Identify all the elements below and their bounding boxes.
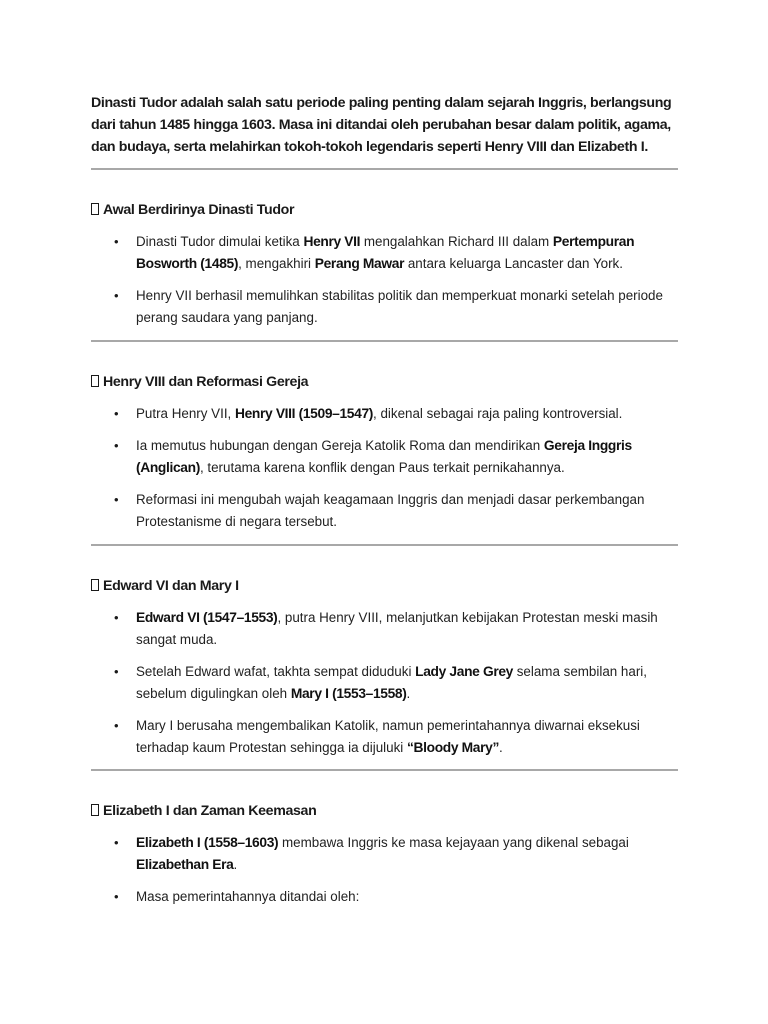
item-text: Henry VII berhasil memulihkan stabilitas politik dan memperkuat monarki setelah periode perang saudara yang panjang. [136,288,663,325]
list-item [136,435,676,479]
section-divider [91,340,678,342]
item-text: Dinasti Tudor dimulai ketika [136,234,304,249]
list-item [136,715,676,759]
item-emphasis: “Bloody Mary” [406,740,500,755]
item-emphasis: Henry VIII (1509–1547) [234,406,374,421]
item-emphasis: Pertempuran Bosworth (1485) [136,234,635,271]
item-text: membawa Inggris ke masa kejayaan yang dikenal sebagai [278,835,629,850]
item-text: Reformasi ini mengubah wajah keagamaan Inggris dan menjadi dasar perkembangan Protestanisme di negara tersebut. [136,492,645,529]
item-text: , mengakhiri [238,256,315,271]
missing-glyph-icon [91,203,99,215]
item-text: antara keluarga Lancaster dan York. [404,256,623,271]
item-text: . [233,857,238,872]
missing-glyph-icon [91,375,99,387]
list-item [136,489,676,533]
item-emphasis: Mary I (1553–1558) [290,686,407,701]
item-text: . [406,686,411,701]
item-emphasis: Elizabeth I (1558–1603) [136,835,279,850]
section-divider [91,544,678,546]
item-text: Ia memutus hubungan dengan Gereja Katolik Roma dan mendirikan [136,438,544,453]
section-divider [91,769,678,771]
item-text: Mary I berusaha mengembalikan Katolik, namun pemerintahannya diwarnai eksekusi terhadap kaum Protestan sehingga ia dijuluki [136,718,640,755]
item-text: Setelah Edward wafat, takhta sempat diduduki [136,664,416,679]
item-text: Masa pemerintahannya ditandai oleh: [136,889,360,904]
item-text: , dikenal sebagai raja paling kontroversial. [373,406,623,421]
item-emphasis: Lady Jane Grey [415,664,514,679]
item-text: selama sembilan hari, sebelum digulingkan oleh [136,664,647,701]
item-text: Putra Henry VII, [136,406,235,421]
section-heading-henry-viii [91,371,308,393]
section-heading-elizabeth-i [91,800,316,822]
item-emphasis: Perang Mawar [314,256,405,271]
list-item [136,231,676,275]
missing-glyph-icon [91,804,99,816]
item-text: , terutama karena konflik dengan Paus terkait pernikahannya. [199,460,565,475]
list-item [136,285,676,329]
item-text: mengalahkan Richard III dalam [360,234,553,249]
item-emphasis: Henry VII [303,234,361,249]
item-emphasis: Edward VI (1547–1553) [136,610,278,625]
section-divider [91,168,678,170]
intro-paragraph: Dinasti Tudor adalah salah satu periode paling penting dalam sejarah Inggris, berlangsung dari tahun 1485 hingga 1603. Masa ini ditandai oleh perubahan besar dalam politik, agama, dan budaya, serta melahirkan tokoh-tokoh legendaris seperti Henry VIII dan Elizabeth I. [91,95,672,155]
section-heading-text: Awal Berdirinya Dinasti Tudor [103,202,295,218]
list-item [136,403,676,425]
item-text: . [499,740,503,755]
section-heading-text: Elizabeth I dan Zaman Keemasan [103,803,317,819]
section-heading-awal-berdirinya [91,199,294,221]
list-item [136,607,676,651]
list-item [136,832,676,876]
list-item [136,661,676,705]
section-heading-text: Henry VIII dan Reformasi Gereja [103,374,309,390]
section-heading-text: Edward VI dan Mary I [103,578,239,594]
section-heading-edward-vi [91,575,239,597]
item-text: , putra Henry VIII, melanjutkan kebijakan Protestan meski masih sangat muda. [136,610,658,647]
missing-glyph-icon [91,579,99,591]
list-item [136,886,676,908]
item-emphasis: Elizabethan Era [136,857,234,872]
item-emphasis: Gereja Inggris (Anglican) [136,438,632,475]
